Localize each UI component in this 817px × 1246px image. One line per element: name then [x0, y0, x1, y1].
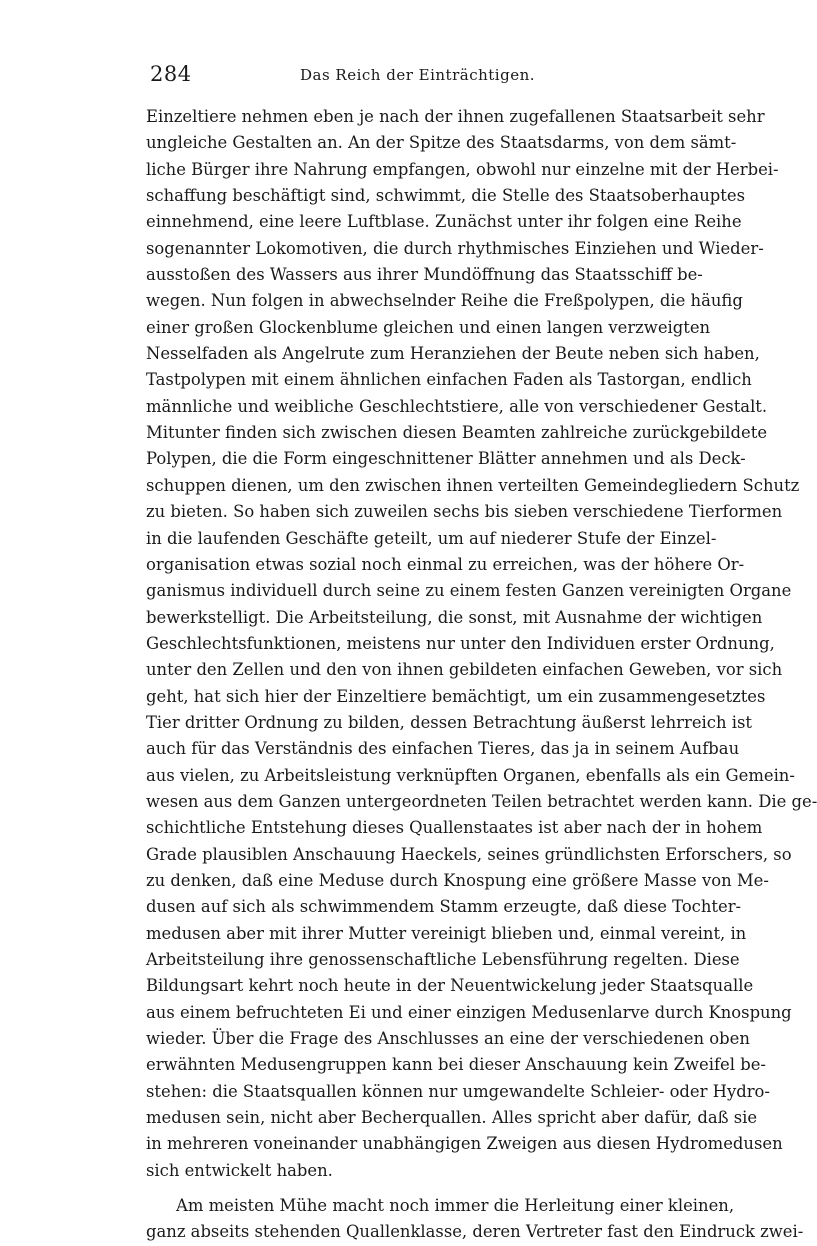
text-line: Geschlechtsfunktionen, meistens nur unter den Individuen erster Ordnung, [146, 633, 775, 653]
text-line: organisation etwas sozial noch einmal zu erreichen, was der höhere Or- [146, 554, 745, 574]
text-line: wesen aus dem Ganzen untergeordneten Teilen betrachtet werden kann. Die ge- [146, 791, 817, 811]
text-line: medusen aber mit ihrer Mutter vereinigt blieben und, einmal vereint, in [146, 923, 747, 943]
text-line: ganismus individuell durch seine zu einem festen Ganzen vereinigten Organe [146, 581, 792, 601]
text-line: in mehreren voneinander unabhängigen Zweigen aus diesen Hydromedusen [146, 1134, 783, 1154]
text-line: stehen: die Staatsquallen können nur umgewandelte Schleier- oder Hydro- [146, 1081, 770, 1101]
text-line: ganz abseits stehenden Quallenklasse, deren Vertreter fast den Eindruck zwei- [146, 1222, 804, 1242]
text-line: schichtliche Entstehung dieses Quallenstaates ist aber nach der in hohem [146, 818, 763, 838]
text-line: unter den Zellen und den von ihnen gebildeten einfachen Geweben, vor sich [146, 660, 783, 680]
text-line: in die laufenden Geschäfte geteilt, um auf niederer Stufe der Einzel- [146, 528, 717, 548]
text-line: sogenannter Lokomotiven, die durch rhythmisches Einziehen und Wieder- [146, 238, 764, 258]
text-line: geht, hat sich hier der Einzeltiere bemächtigt, um ein zusammengesetztes [146, 686, 766, 706]
text-line: aus einem befruchteten Ei und einer einzigen Medusenlarve durch Knospung [146, 1002, 792, 1022]
text-line: zu bieten. So haben sich zuweilen sechs bis sieben verschiedene Tierformen [146, 502, 783, 522]
text-line: Am meisten Mühe macht noch immer die Herleitung einer kleinen, [176, 1196, 735, 1216]
text-line: Arbeitsteilung ihre genossenschaftliche Lebensführung regelten. Diese [146, 950, 740, 969]
text-line: männliche und weibliche Geschlechtstiere, alle von verschiedener Gestalt. [146, 396, 768, 416]
paragraph [146, 1193, 804, 1246]
text-line: Polypen, die die Form eingeschnittener Blätter annehmen und als Deck- [146, 449, 746, 469]
text-line: Mitunter finden sich zwischen diesen Beamten zahlreiche zurückgebildete [146, 423, 768, 443]
text-line: Tier dritter Ordnung zu bilden, dessen Betrachtung äußerst lehrreich ist [146, 712, 752, 732]
text-line: liche Bürger ihre Nahrung empfangen, obwohl nur einzelne mit der Herbei- [146, 159, 779, 179]
text-line: Bildungsart kehrt noch heute in der Neuentwickelung jeder Staatsqualle [146, 976, 754, 996]
text-line: einer großen Glockenblume gleichen und einen langen verzweigten [146, 317, 711, 337]
text-line: dusen auf sich als schwimmendem Stamm erzeugte, daß diese Tochter- [146, 897, 742, 917]
text-line: schuppen dienen, um den zwischen ihnen verteilten Gemeindegliedern Schutz [146, 475, 800, 495]
paragraph [146, 104, 817, 1184]
text-line: bewerkstelligt. Die Arbeitsteilung, die sonst, mit Ausnahme der wichtigen [146, 607, 763, 627]
text-line: ungleiche Gestalten an. An der Spitze des Staatsdarms, von dem sämt- [146, 133, 737, 153]
text-line: Nesselfaden als Angelrute zum Heranziehen der Beute neben sich haben, [146, 344, 760, 364]
running-title: Das Reich der Einträchtigen. [300, 66, 535, 84]
text-line: einnehmend, eine leere Luftblase. Zunächst unter ihr folgen eine Reihe [146, 212, 742, 232]
text-line: wieder. Über die Frage des Anschlusses an eine der verschiedenen oben [146, 1029, 750, 1049]
text-line: sich entwickelt haben. [146, 1160, 333, 1180]
text-line: schaffung beschäftigt sind, schwimmt, die Stelle des Staatsoberhauptes [146, 186, 746, 206]
text-line: auch für das Verständnis des einfachen Tieres, das ja in seinem Aufbau [146, 739, 740, 759]
text-line: medusen sein, nicht aber Becherquallen. Alles spricht aber dafür, daß sie [146, 1108, 758, 1128]
text-line: ausstoßen des Wassers aus ihrer Mundöffnung das Staatsschiff be- [146, 265, 703, 285]
paragraph-gap [146, 1184, 684, 1193]
text-line: aus vielen, zu Arbeitsleistung verknüpften Organen, ebenfalls als ein Gemein- [146, 765, 795, 785]
text-line: Tastpolypen mit einem ähnlichen einfachen Faden als Tastorgan, endlich [146, 370, 752, 390]
text-line: erwähnten Medusengruppen kann bei dieser Anschauung kein Zweifel be- [146, 1055, 766, 1075]
page-header [150, 62, 670, 92]
text-line: Grade plausiblen Anschauung Haeckels, seines gründlichsten Erforschers, so [146, 844, 792, 864]
page-number: 284 [150, 62, 192, 86]
text-line: zu denken, daß eine Meduse durch Knospung eine größere Masse von Me- [146, 870, 769, 890]
text-line: Einzeltiere nehmen eben je nach der ihnen zugefallenen Staatsarbeit sehr [146, 107, 765, 126]
body-text [146, 104, 817, 1246]
text-line: wegen. Nun folgen in abwechselnder Reihe die Freßpolypen, die häufig [146, 291, 743, 311]
